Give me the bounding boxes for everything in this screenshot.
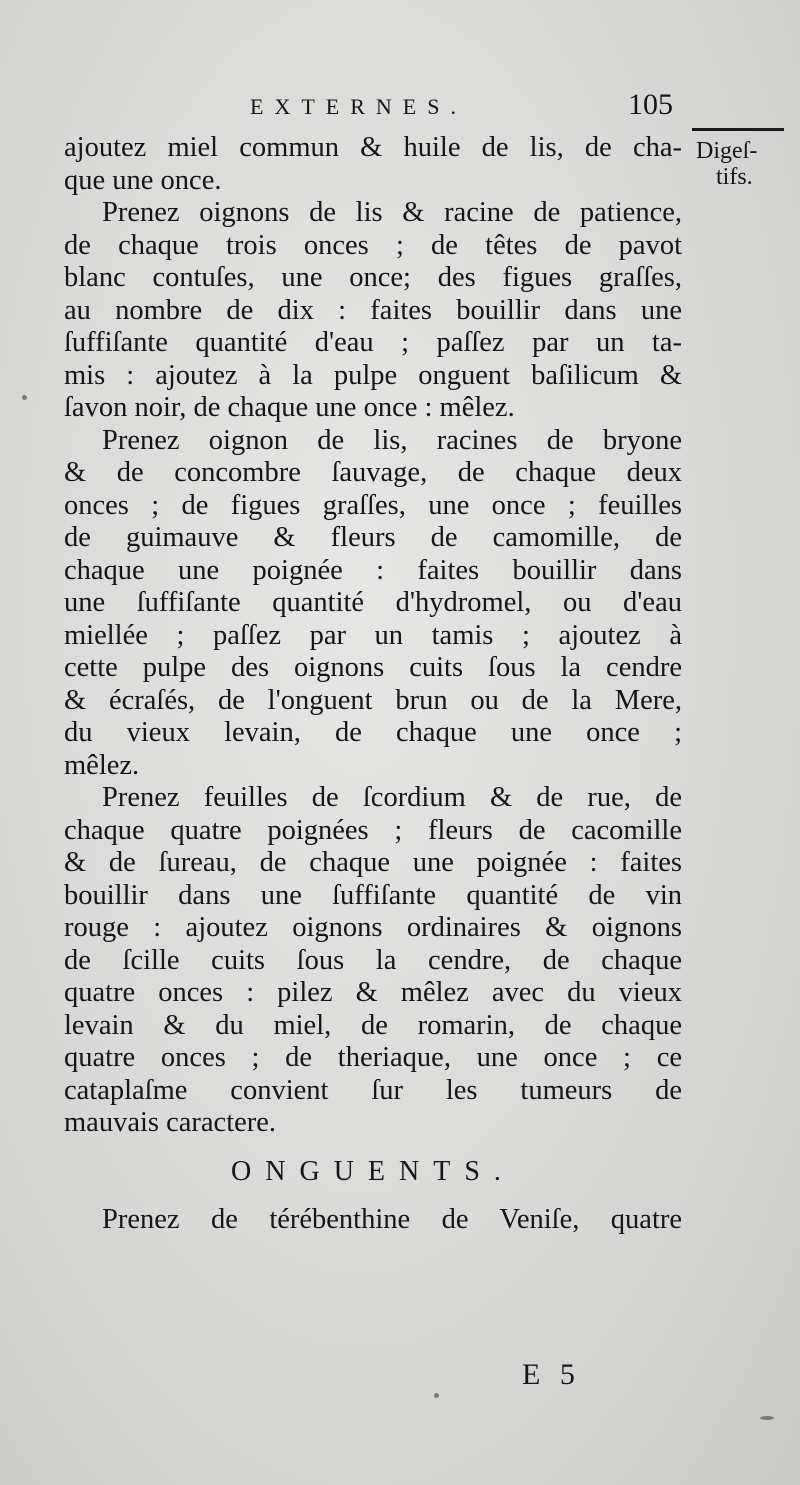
text-line: de guimauve & fleurs de camomille, de — [64, 522, 682, 553]
text-line: au nombre de dix : faites bouillir dans une — [64, 294, 682, 326]
margin-rule — [692, 128, 784, 131]
text-line: blanc contuſes, une once; des figues graſſes, — [64, 262, 682, 293]
text-line: ſavon noir, de chaque une once : mêlez. — [64, 392, 515, 423]
text-line: Prenez oignon de lis, racines de bryone — [102, 424, 682, 456]
text-line: Prenez de térébenthine de Veniſe, quatre — [102, 1203, 682, 1235]
margin-note-line-2: tifs. — [716, 164, 753, 190]
text-line: chaque une poignée : faites bouillir dans — [64, 554, 682, 586]
text-line: Prenez oignons de lis & racine de patience, — [102, 197, 682, 228]
running-head: EXTERNES. — [250, 94, 467, 119]
text-line: quatre onces : pilez & mêlez avec du vieux — [64, 977, 682, 1008]
paper-speck — [760, 1416, 774, 1420]
text-line: miellée ; paſſez par un tamis ; ajoutez à — [64, 619, 682, 651]
text-line: de ſcille cuits ſous la cendre, de chaque — [64, 944, 682, 976]
margin-note — [696, 138, 800, 190]
text-line: Prenez feuilles de ſcordium & de rue, de — [102, 782, 682, 813]
text-line: du vieux levain, de chaque une once ; — [64, 717, 682, 748]
page-number: 105 — [628, 88, 673, 121]
text-line: bouillir dans une ſuffiſante quantité de vin — [64, 879, 682, 911]
text-line: & écraſés, de l'onguent brun ou de la Mere, — [64, 684, 682, 716]
text-line: mis : ajoutez à la pulpe onguent baſilicum & — [64, 359, 682, 391]
text-line: rouge : ajoutez oignons ordinaires & oignons — [64, 912, 682, 943]
text-line: ajoutez miel commun & huile de lis, de cha- — [64, 132, 682, 163]
paper-speck — [434, 1393, 439, 1398]
text-line: de chaque trois onces ; de têtes de pavot — [64, 229, 682, 261]
signature-mark: E 5 — [522, 1358, 581, 1391]
body-text — [64, 132, 682, 1236]
margin-note-line-1: Digeſ- — [696, 138, 758, 164]
section-title: ONGUENTS. — [231, 1155, 515, 1187]
text-line: & de ſureau, de chaque une poignée : faites — [64, 847, 682, 878]
text-line: chaque quatre poignées ; fleurs de cacomille — [64, 814, 682, 846]
text-line: quatre onces ; de theriaque, une once ; ce — [64, 1042, 682, 1073]
text-line: levain & du miel, de romarin, de chaque — [64, 1009, 682, 1041]
text-line: que une once. — [64, 164, 222, 196]
text-line: une ſuffiſante quantité d'hydromel, ou d'eau — [64, 587, 682, 618]
text-line: cette pulpe des oignons cuits ſous la cendre — [64, 652, 682, 683]
paper-speck — [22, 395, 27, 400]
text-line: onces ; de figues graſſes, une once ; feuilles — [64, 489, 682, 521]
text-line: & de concombre ſauvage, de chaque deux — [64, 457, 682, 488]
text-line: ſuffiſante quantité d'eau ; paſſez par un ta- — [64, 327, 682, 358]
page-header — [250, 88, 690, 128]
text-line: mauvais caractere. — [64, 1107, 277, 1138]
text-line: mêlez. — [64, 749, 140, 781]
text-line: cataplaſme convient ſur les tumeurs de — [64, 1074, 682, 1106]
